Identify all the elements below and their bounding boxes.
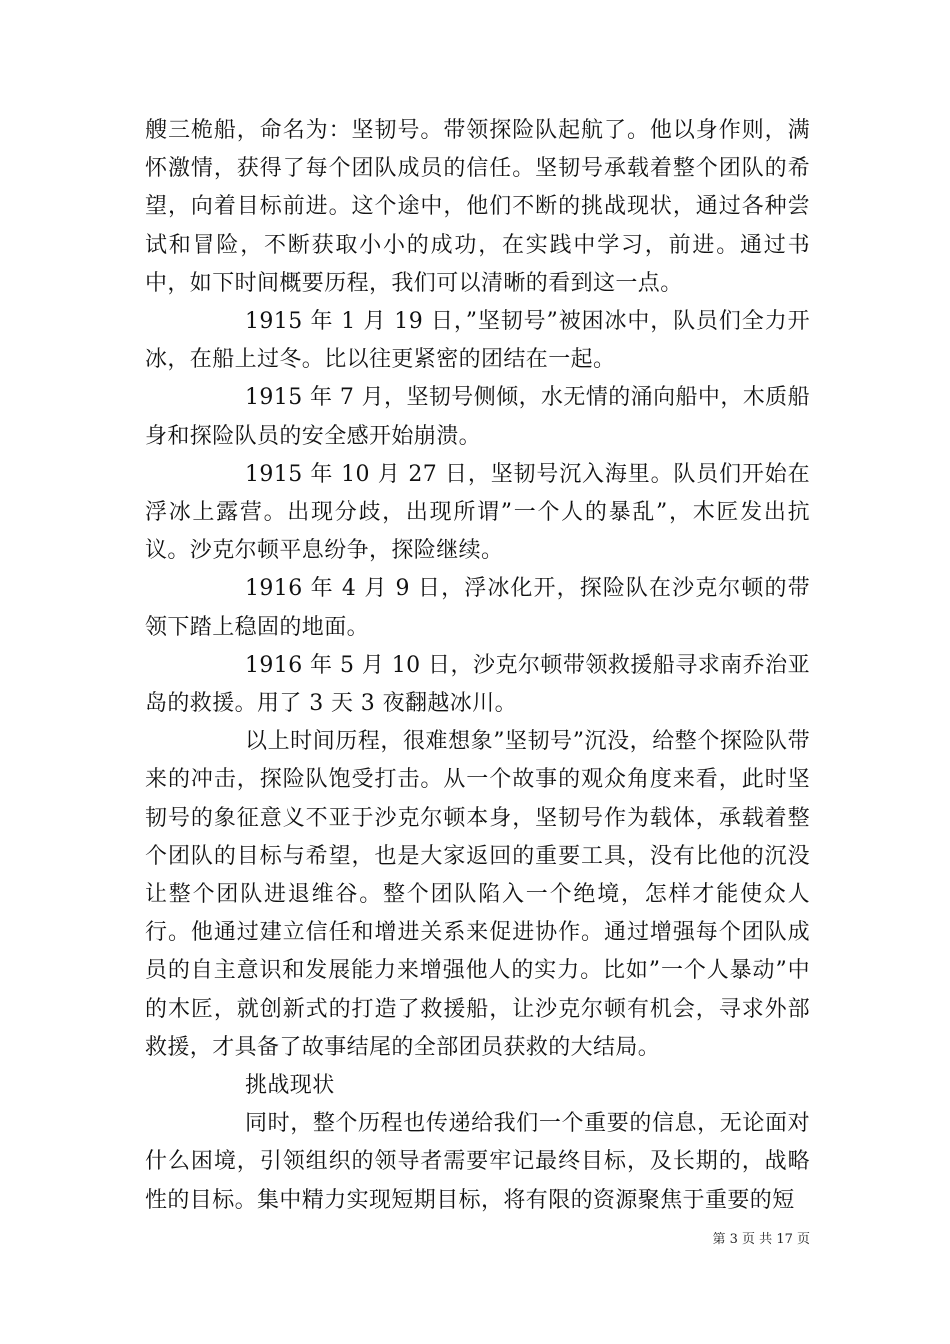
- paragraph-1915-jul: 1915 年 7 月，坚韧号侧倾，水无情的涌向船中，木质船身和探险队员的安全感开始崩溃。: [145, 385, 810, 449]
- paragraph-analysis: 以上时间历程，很难想象”坚韧号”沉没，给整个探险队带来的冲击，探险队饱受打击。从一个故事的观众角度来看，此时坚韧号的象征意义不亚于沙克尔顿本身，坚韧号作为载体，承载着整个团队的目标与希望，也是大家返回的重要工具，没有比他的沉没让整个团队进退维谷。整个团队陷入一个绝境，怎样才能使众人行。他通过建立信任和增进关系来促进协作。通过增强每个团队成员的自主意识和发展能力来增强他人的实力。比如”一个人暴动”中的木匠，就创新式的打造了救援船，让沙克尔顿有机会，寻求外部救援，才具备了故事结尾的全部团员获救的大结局。: [145, 729, 810, 1060]
- paragraph-1915-jan: 1915 年 1 月 19 日，”坚韧号”被困冰中，队员们全力开冰，在船上过冬。比以往更紧密的团结在一起。: [145, 309, 810, 373]
- paragraph-1915-oct: 1915 年 10 月 27 日，坚韧号沉入海里。队员们开始在浮冰上露营。出现分歧，出现所谓”一个人的暴乱”，木匠发出抗议。沙克尔顿平息纷争，探险继续。: [145, 461, 810, 564]
- page-number: 第 3 页 共 17 页: [712, 1232, 810, 1247]
- paragraph-1916-apr: 1916 年 4 月 9 日，浮冰化开，探险队在沙克尔顿的带领下踏上稳固的地面。: [145, 576, 810, 640]
- document-body: [145, 112, 810, 1220]
- section-heading-challenge: 挑战现状: [245, 1073, 335, 1099]
- paragraph-1916-may: 1916 年 5 月 10 日，沙克尔顿带领救援船寻求南乔治亚岛的救援。用了 3 天 3 夜翻越冰川。: [145, 652, 810, 717]
- paragraph-conclusion: 同时，整个历程也传递给我们一个重要的信息，无论面对什么困境，引领组织的领导者需要牢记最终目标，及长期的，战略性的目标。集中精力实现短期目标，将有限的资源聚焦于重要的短: [145, 1111, 810, 1213]
- paragraph-intro: 艘三桅船，命名为：坚韧号。带领探险队起航了。他以身作则，满怀激情，获得了每个团队成员的信任。坚韧号承载着整个团队的希望，向着目标前进。这个途中，他们不断的挑战现状，通过各种尝试和冒险，不断获取小小的成功，在实践中学习，前进。通过书中，如下时间概要历程，我们可以清晰的看到这一点。: [145, 118, 810, 296]
